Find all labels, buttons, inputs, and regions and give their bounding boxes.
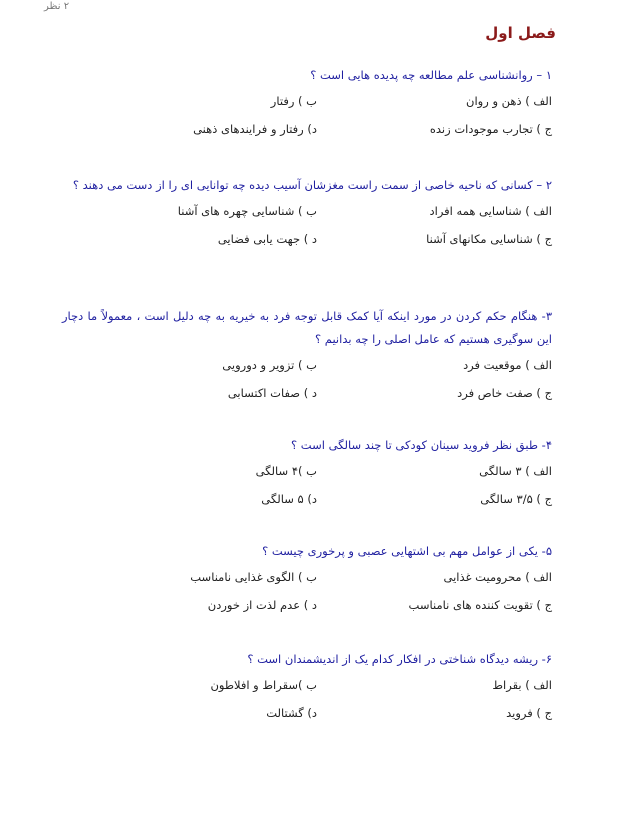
option-a: الف ) شناسایی همه افراد: [429, 204, 552, 218]
option-a: الف ) بقراط: [492, 678, 552, 692]
question-1: [62, 64, 556, 143]
option-d: د) گشتالت: [266, 706, 317, 720]
question-text: ۱ – روانشناسی علم مطالعه چه پدیده هایی است ؟: [310, 68, 552, 82]
header-note: ۲ نظر: [44, 1, 70, 12]
option-b: ب ) تزویر و دورویی: [222, 358, 317, 372]
question-text: ۳- هنگام حکم کردن در مورد اینکه آیا کمک قابل توجه فرد به خیریه به چه دلیل است ، معمولاً ما دچار این سوگیری هستیم که عامل اصلی را چه بدانیم ؟: [62, 309, 552, 346]
option-a: الف ) ۳ سالگی: [479, 464, 552, 478]
question-3: [62, 305, 556, 407]
question-text: ۴- طبق نظر فروید سینان کودکی تا چند سالگی است ؟: [291, 438, 552, 452]
question-text: ۲ – کسانی که ناحیه خاصی از سمت راست مغزشان آسیب دیده چه توانایی ای را از دست می دهند ؟: [72, 178, 552, 192]
question-5: [62, 540, 556, 619]
chapter-title: فصل اول: [485, 24, 556, 42]
option-c: ج ) شناسایی مکانهای آشنا: [426, 232, 552, 246]
option-d: د) رفتار و فرایندهای ذهنی: [193, 122, 317, 136]
option-b: ب ) الگوی غذایی نامناسب: [190, 570, 317, 584]
option-a: الف ) موقعیت فرد: [463, 358, 552, 372]
option-d: د ) صفات اکتسابی: [227, 386, 317, 400]
option-c: ج ) ۳/۵ سالگی: [480, 492, 552, 506]
option-c: ج ) صفت خاص فرد: [457, 386, 552, 400]
option-a: الف ) ذهن و روان: [466, 94, 552, 108]
question-4: [62, 434, 556, 513]
option-d: د ) جهت یابی فضایی: [217, 232, 317, 246]
option-b: ب )۴ سالگی: [255, 464, 317, 478]
question-6: [62, 648, 556, 727]
option-c: ج ) فروید: [506, 706, 552, 720]
option-a: الف ) محرومیت غذایی: [443, 570, 552, 584]
question-text: ۶- ریشه دیدگاه شناختی در افکار کدام یک از اندیشمندان است ؟: [247, 652, 552, 666]
option-c: ج ) تقویت کننده های نامناسب: [408, 598, 552, 612]
question-2: [62, 174, 556, 253]
option-b: ب )سقراط و افلاطون: [210, 678, 317, 692]
option-b: ب ) رفتار: [270, 94, 317, 108]
option-d: د ) عدم لذت از خوردن: [207, 598, 317, 612]
option-b: ب ) شناسایی چهره های آشنا: [177, 204, 317, 218]
question-text: ۵- یکی از عوامل مهم بی اشتهایی عصبی و پرخوری چیست ؟: [262, 544, 552, 558]
option-d: د) ۵ سالگی: [261, 492, 317, 506]
option-c: ج ) تجارب موجودات زنده: [429, 122, 552, 136]
